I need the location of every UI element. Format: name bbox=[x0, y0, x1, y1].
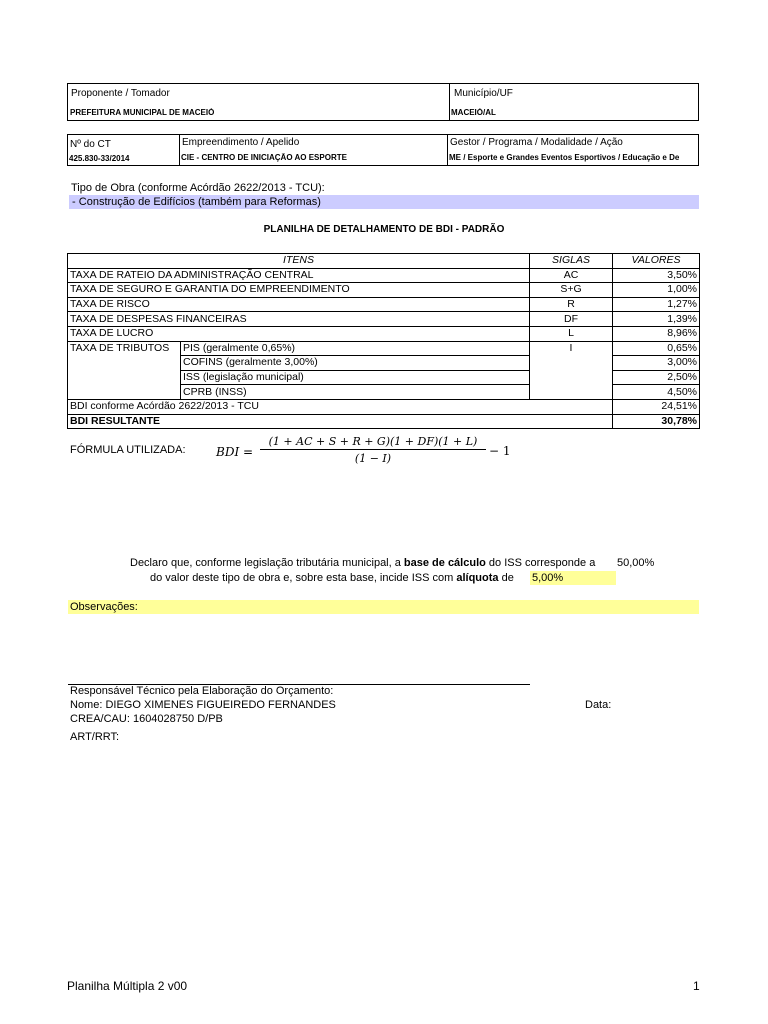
formula-denominator: (1 − I) bbox=[354, 452, 392, 465]
responsavel-nome: Nome: DIEGO XIMENES FIGUEIREDO FERNANDES bbox=[70, 699, 336, 711]
table-row bbox=[68, 341, 700, 356]
declaracao-line1 bbox=[130, 557, 598, 569]
bdi-acordao-label: BDI conforme Acórdão 2622/2013 - TCU bbox=[68, 399, 613, 414]
empreendimento-label: Empreendimento / Apelido bbox=[182, 137, 300, 148]
observacoes-label: Observações: bbox=[68, 600, 699, 614]
bdi-resultante-label: BDI RESULTANTE bbox=[68, 414, 613, 429]
page-number: 1 bbox=[693, 979, 700, 993]
responsavel-data: Data: bbox=[585, 699, 612, 711]
bdi-acordao-row bbox=[68, 399, 700, 414]
ct-value: 425.830-33/2014 bbox=[69, 154, 130, 163]
row-item: TAXA DE LUCRO bbox=[68, 326, 530, 341]
tributo-item: PIS (geralmente 0,65%) bbox=[181, 341, 530, 356]
tributo-valor: 3,00% bbox=[613, 356, 700, 371]
tributo-item: CPRB (INSS) bbox=[181, 385, 530, 400]
table-header-row bbox=[68, 254, 700, 269]
aliquota-value: 5,00% bbox=[530, 571, 616, 585]
row-sigla: L bbox=[530, 326, 613, 341]
row-valor: 1,39% bbox=[613, 312, 700, 327]
table-row bbox=[68, 326, 700, 341]
tributo-valor: 4,50% bbox=[613, 385, 700, 400]
col-valores-header: VALORES bbox=[613, 254, 700, 269]
bdi-acordao-value: 24,51% bbox=[613, 399, 700, 414]
tributos-label: TAXA DE TRIBUTOS bbox=[68, 341, 181, 399]
proponente-value: PREFEITURA MUNICIPAL DE MACEIÓ bbox=[70, 108, 215, 117]
row-sigla: DF bbox=[530, 312, 613, 327]
base-calculo-value: 50,00% bbox=[617, 557, 655, 569]
bdi-resultante-row bbox=[68, 414, 700, 429]
gestor-value: ME / Esporte e Grandes Eventos Esportivos / Educação e De bbox=[449, 153, 680, 162]
tributo-item: ISS (legislação municipal) bbox=[181, 370, 530, 385]
declaracao-line2 bbox=[150, 572, 517, 584]
row-item: TAXA DE SEGURO E GARANTIA DO EMPREENDIMENTO bbox=[68, 283, 530, 298]
proponente-label: Proponente / Tomador bbox=[71, 88, 170, 99]
footer-title: Planilha Múltipla 2 v00 bbox=[67, 979, 188, 993]
gestor-label: Gestor / Programa / Modalidade / Ação bbox=[450, 137, 623, 148]
municipio-label: Município/UF bbox=[454, 88, 513, 99]
tributo-item: COFINS (geralmente 3,00%) bbox=[181, 356, 530, 371]
bdi-table bbox=[67, 253, 700, 429]
formula-tail: − 1 bbox=[489, 444, 511, 458]
row-valor: 3,50% bbox=[613, 268, 700, 283]
declaracao-base-calculo: base de cálculo bbox=[403, 557, 486, 569]
row-item: TAXA DE RATEIO DA ADMINISTRAÇÃO CENTRAL bbox=[68, 268, 530, 283]
responsavel-crea: CREA/CAU: 1604028750 D/PB bbox=[70, 713, 223, 725]
municipio-value: MACEIÓ/AL bbox=[451, 108, 496, 117]
declaracao-text: do ISS corresponde a bbox=[485, 557, 599, 569]
table-title: PLANILHA DE DETALHAMENTO DE BDI - PADRÃO bbox=[263, 224, 505, 235]
declaracao-aliquota: alíquota bbox=[456, 572, 499, 584]
declaracao-text: Declaro que, conforme legislação tributária municipal, a bbox=[130, 557, 404, 569]
tributos-sigla: I bbox=[530, 341, 613, 399]
table-row bbox=[68, 312, 700, 327]
formula-lhs: BDI = bbox=[216, 445, 254, 459]
declaracao-text: de bbox=[498, 572, 517, 584]
tipo-obra-value: - Construção de Edifícios (também para Reformas) bbox=[69, 195, 699, 209]
responsavel-art: ART/RRT: bbox=[70, 731, 120, 743]
empreendimento-value: CIE - CENTRO DE INICIAÇÃO AO ESPORTE bbox=[181, 153, 347, 162]
row-item: TAXA DE RISCO bbox=[68, 297, 530, 312]
col-siglas-header: SIGLAS bbox=[530, 254, 613, 269]
row-valor: 1,27% bbox=[613, 297, 700, 312]
tributo-valor: 0,65% bbox=[613, 341, 700, 356]
formula-numerator: (1 + AC + S + R + G)(1 + DF)(1 + L) bbox=[260, 435, 486, 450]
col-itens-header: ITENS bbox=[68, 254, 530, 269]
row-valor: 8,96% bbox=[613, 326, 700, 341]
formula-label: FÓRMULA UTILIZADA: bbox=[70, 444, 186, 456]
table-row bbox=[68, 268, 700, 283]
row-sigla: S+G bbox=[530, 283, 613, 298]
table-row bbox=[68, 297, 700, 312]
tributo-valor: 2,50% bbox=[613, 370, 700, 385]
bdi-resultante-value: 30,78% bbox=[613, 414, 700, 429]
tipo-obra-label: Tipo de Obra (conforme Acórdão 2622/2013 - TCU): bbox=[71, 182, 325, 194]
declaracao-text: do valor deste tipo de obra e, sobre esta base, incide ISS com bbox=[150, 572, 457, 584]
row-item: TAXA DE DESPESAS FINANCEIRAS bbox=[68, 312, 530, 327]
responsavel-title: Responsável Técnico pela Elaboração do Orçamento: bbox=[70, 685, 334, 697]
row-sigla: R bbox=[530, 297, 613, 312]
ct-label: Nº do CT bbox=[70, 139, 111, 150]
table-row bbox=[68, 283, 700, 298]
row-valor: 1,00% bbox=[613, 283, 700, 298]
row-sigla: AC bbox=[530, 268, 613, 283]
